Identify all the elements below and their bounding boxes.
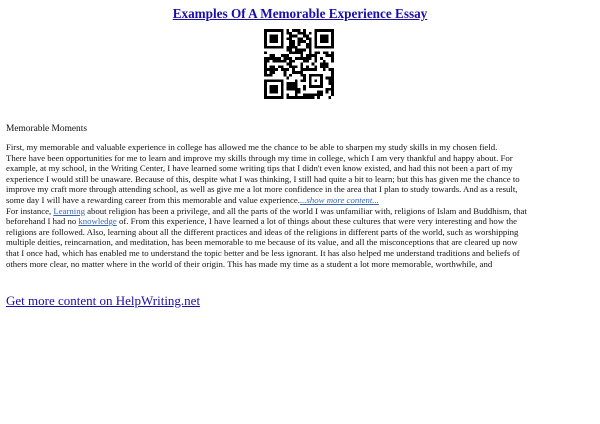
- text: of. From this experience, I have learned a lot of things about these cultures that were very interesting and how the: [116, 216, 517, 227]
- line: improve my craft more through attending school, as well as give me a lot more confidence in the area that I plan to study towards. And as a result,: [6, 184, 518, 195]
- text: For instance,: [6, 205, 54, 216]
- line: religions are followed. Also, learning about all the different practices and ideas of the religions in different parts of the world, such as worshipping: [6, 226, 519, 237]
- text: beforehand I had no: [6, 216, 79, 227]
- line: that I once had, which has enabled me to understand the topic better and be less ignorant. It has also helped me understand traditions and beliefs of: [6, 247, 520, 258]
- line: There have been opportunities for me to learn and improve my skills through my time in college, which I am very thankful and happy about. For: [6, 152, 513, 163]
- paragraph-2: [6, 206, 595, 270]
- paragraph-1: [6, 142, 595, 206]
- line: example, at my school, in the Writing Center, I have learned some writing tips that I didn't even know existed, and had this not been a part of my: [6, 163, 513, 174]
- line: First, my memorable and valuable experience in college has allowed me the chance to be able to sharpen my study skills in my chosen field.: [6, 142, 498, 152]
- footer-link[interactable]: Get more content on HelpWriting.net: [6, 293, 201, 308]
- page-title[interactable]: Examples Of A Memorable Experience Essay: [172, 6, 428, 21]
- qr-code-icon: [264, 29, 334, 99]
- line: experience I would still be unaware. Because of this, despite what I was thinking, I still had quite a bit to learn; but this has given me the chance to: [6, 173, 520, 184]
- knowledge-link[interactable]: knowledge: [78, 216, 117, 227]
- learning-link[interactable]: Learning: [53, 205, 85, 216]
- text: about religion has been a privilege, and all the parts of the world I was unfamiliar with, religions of Islam and Buddhism, that: [84, 205, 527, 216]
- line: multiple deities, reincarnation, and meditation, has been memorable to me because of its value, and all the misconceptions that are cleared up now: [6, 237, 518, 248]
- line: others more clear, no matter where in the world of their origin. This has made my time as a student a lot more memorable, worthwhile, and: [6, 258, 493, 269]
- line: some day I will have a rewarding career from this memorable and value experience.: [6, 194, 300, 205]
- essay-text: [6, 142, 595, 269]
- section-heading: Memorable Moments: [6, 124, 87, 134]
- show-more-link[interactable]: ...show more content...: [299, 194, 379, 205]
